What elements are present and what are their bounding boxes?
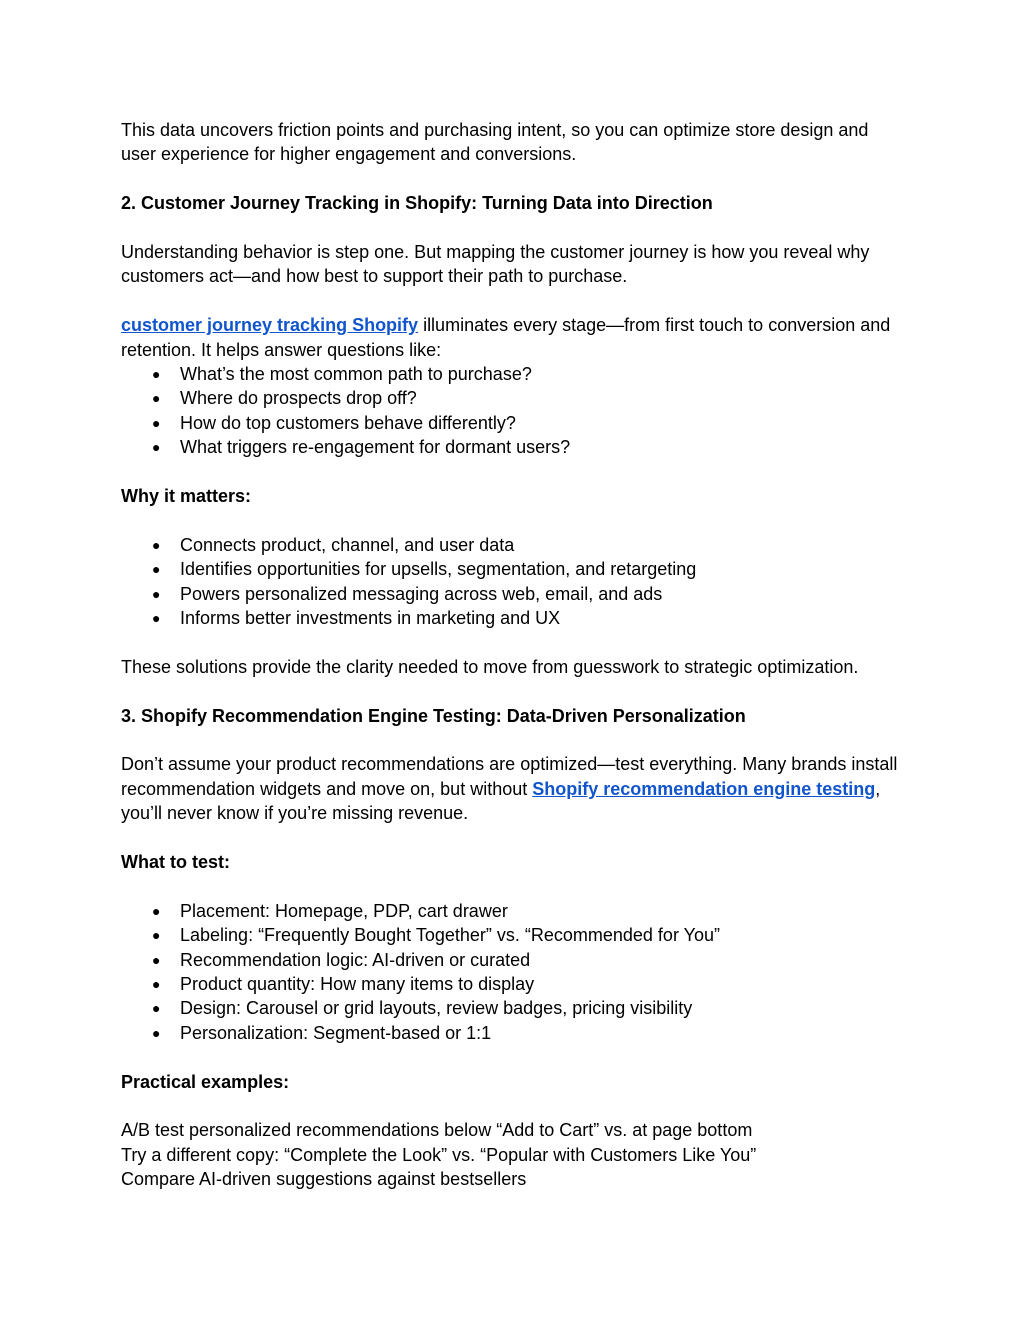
list-item: ● Identifies opportunities for upsells, segmentation, and retargeting [121, 557, 901, 581]
list-item: ● Connects product, channel, and user data [121, 533, 901, 557]
spacer [121, 874, 901, 898]
spacer [121, 630, 901, 654]
spacer [121, 167, 901, 191]
customer-journey-tracking-link[interactable]: customer journey tracking Shopify [121, 315, 419, 336]
why-it-matters-heading: Why it matters: [121, 486, 252, 507]
intro-paragraph: This data uncovers friction points and purchasing intent, so you can optimize store design and user experience for higher engagement and conversions. [121, 120, 869, 165]
section-3-paragraph: Don’t assume your product recommendations are optimized—test everything. Many brands install recommendation widgets and move on, but without Shopify recommendation engine testing, you’ll never know if you’re missing revenue. [121, 754, 898, 824]
bullet-icon: ● [152, 439, 161, 456]
why-it-matters-list [121, 533, 901, 631]
list-item: ● Personalization: Segment-based or 1:1 [121, 1021, 901, 1045]
spacer [121, 216, 901, 240]
list-item: ● Placement: Homepage, PDP, cart drawer [121, 899, 901, 923]
example-line: Compare AI-driven suggestions against bestsellers [121, 1169, 527, 1190]
list-item: ● Recommendation logic: AI-driven or curated [121, 948, 901, 972]
bullet-icon: ● [152, 1024, 161, 1041]
questions-list [121, 362, 901, 460]
list-item: ● Informs better investments in marketing and UX [121, 606, 901, 630]
what-to-test-list [121, 899, 901, 1045]
recommendation-engine-testing-link[interactable]: Shopify recommendation engine testing [532, 778, 876, 799]
bullet-icon: ● [152, 414, 161, 431]
journey-tracking-paragraph [121, 313, 901, 362]
section-2-paragraph: Understanding behavior is step one. But mapping the customer journey is how you reveal why customers act—and how best to support their path to purchase. [121, 242, 870, 287]
spacer [121, 1045, 901, 1069]
bullet-icon: ● [152, 585, 161, 602]
spacer [121, 1094, 901, 1118]
section-2-closing: These solutions provide the clarity needed to move from guesswork to strategic optimization. [121, 656, 859, 677]
list-item: ● What triggers re-engagement for dormant users? [121, 435, 901, 459]
list-item: ● Product quantity: How many items to display [121, 972, 901, 996]
journey-tracking-text: illuminates every stage—from first touch to conversion and retention. It helps answer questions like: [121, 315, 891, 360]
bullet-icon: ● [152, 366, 161, 383]
bullet-icon: ● [152, 1000, 161, 1017]
example-line: A/B test personalized recommendations below “Add to Cart” vs. at page bottom [121, 1120, 753, 1141]
bullet-icon: ● [152, 927, 161, 944]
list-item: ● Where do prospects drop off? [121, 386, 901, 410]
section-3-heading: 3. Shopify Recommendation Engine Testing: Data-Driven Personalization [121, 705, 746, 726]
list-item: ● Design: Carousel or grid layouts, review badges, pricing visibility [121, 996, 901, 1020]
bullet-icon: ● [152, 561, 161, 578]
spacer [121, 289, 901, 313]
bullet-icon: ● [152, 976, 161, 993]
list-item: ● Powers personalized messaging across web, email, and ads [121, 582, 901, 606]
spacer [121, 460, 901, 484]
spacer [121, 728, 901, 752]
list-item: ● What’s the most common path to purchase? [121, 362, 901, 386]
example-line: Try a different copy: “Complete the Look” vs. “Popular with Customers Like You” [121, 1144, 757, 1165]
practical-examples-heading: Practical examples: [121, 1071, 290, 1092]
list-item: ● Labeling: “Frequently Bought Together” vs. “Recommended for You” [121, 923, 901, 947]
section-2-heading: 2. Customer Journey Tracking in Shopify: Turning Data into Direction [121, 193, 713, 214]
bullet-icon: ● [152, 610, 161, 627]
what-to-test-heading: What to test: [121, 852, 230, 873]
bullet-icon: ● [152, 390, 161, 407]
spacer [121, 508, 901, 532]
bullet-icon: ● [152, 536, 161, 553]
bullet-icon: ● [152, 902, 161, 919]
document-page [121, 118, 901, 1192]
spacer [121, 679, 901, 703]
list-item: ● How do top customers behave differently? [121, 411, 901, 435]
bullet-icon: ● [152, 951, 161, 968]
spacer [121, 826, 901, 850]
